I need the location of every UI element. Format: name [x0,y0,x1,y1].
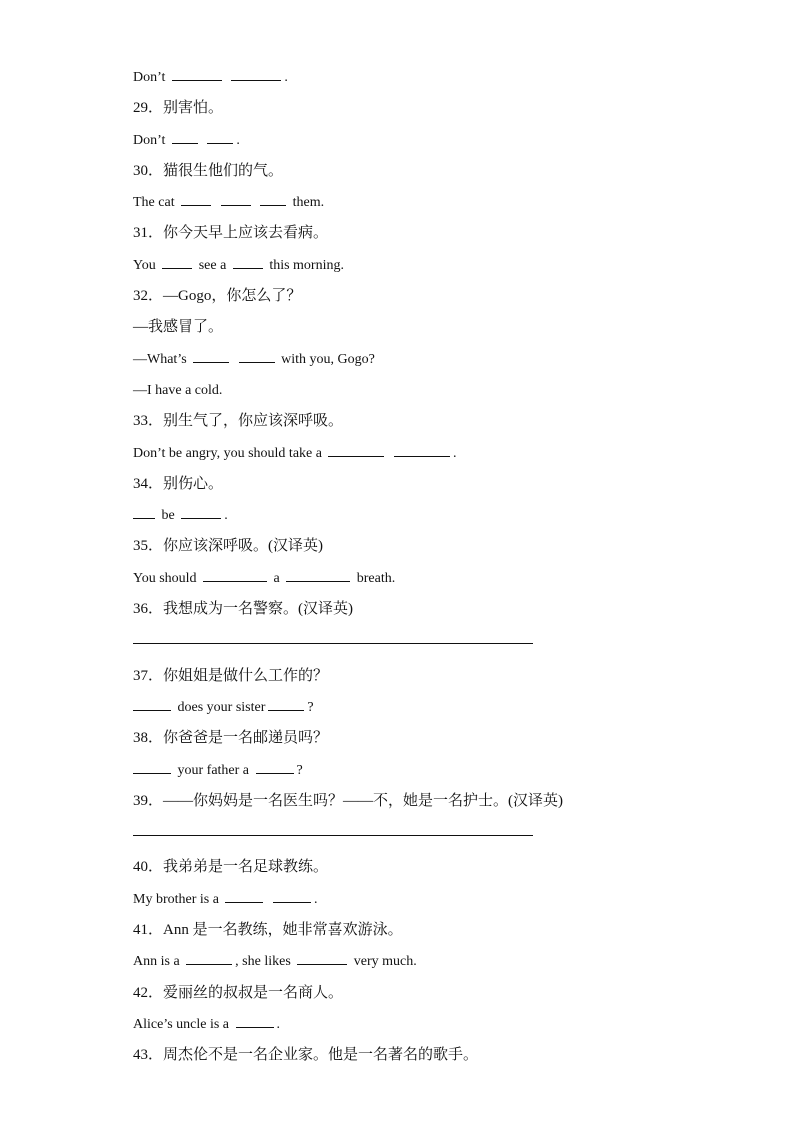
blank[interactable] [239,361,275,363]
answer-rule[interactable] [133,629,533,644]
blank[interactable] [221,204,251,206]
blank[interactable] [172,142,198,144]
blank[interactable] [181,204,211,206]
blank[interactable] [133,772,171,774]
answer-line-42: Alice’s uncle is a . [133,1016,281,1032]
answer-text: very much. [353,954,417,970]
question-32: 32．—Gogo，你怎么了？ [133,288,302,305]
question-34: 34．别伤心。 [133,475,224,492]
answer-text: You should [133,570,197,586]
question-32-reply: —我感冒了。 [133,319,224,336]
question-39: 39．——你妈妈是一名医生吗？——不，她是一名护士。(汉译英) [133,792,563,809]
question-33: 33．别生气了，你应该深呼吸。 [133,413,344,430]
answer-text: Alice’s uncle is a [133,1016,230,1032]
answer-line-35 [133,563,693,594]
blank[interactable] [233,267,263,269]
blank[interactable] [133,709,171,711]
answer-text: My brother is a [133,891,219,907]
question-31: 31．你今天早上应该去看病。 [133,225,329,242]
answer-line-28 [133,62,693,93]
answer-text: Don’t [133,132,166,148]
answer-text: does your sister [177,699,266,715]
answer-line-38: your father a ? [133,755,693,786]
question-40: 40．我弟弟是一名足球教练。 [133,859,329,876]
question-38: 38．你爸爸是一名邮递员吗？ [133,730,329,747]
answer-line-41 [133,946,693,977]
question-42: 42．爱丽丝的叔叔是一名商人。 [133,984,344,1001]
answer-text: . [284,70,288,85]
blank[interactable] [133,517,155,519]
blank[interactable] [181,517,221,519]
blank[interactable] [207,142,233,144]
question-30: 30．猫很生他们的气。 [133,162,284,179]
blank[interactable] [256,772,294,774]
worksheet [133,62,693,1072]
answer-text: your father a [177,762,250,778]
answer-text: The cat [133,195,175,211]
answer-text: You [133,257,156,273]
blank[interactable] [203,580,267,582]
answer-line-31 [133,250,693,281]
answer-text: with you, Gogo? [281,351,375,367]
answer-text: Don’t be angry, you should take a [133,445,322,461]
answer-text: them. [292,195,325,211]
blank[interactable] [162,267,192,269]
answer-rule-39 [133,821,693,852]
blank[interactable] [268,709,304,711]
answer-line-40: My brother is a . [133,891,318,907]
answer-text: this morning. [269,257,344,273]
blank[interactable] [394,455,450,457]
answer-text: be [161,508,175,524]
question-43: 43．周杰伦不是一名企业家。他是一名著名的歌手。 [133,1047,479,1064]
blank[interactable] [172,79,222,81]
answer-line-32 [133,344,693,375]
answer-line-37: does your sister ? [133,692,693,723]
answer-text: a [273,570,280,586]
question-29: 29．别害怕。 [133,100,224,117]
answer-text: Ann is a [133,954,180,970]
blank[interactable] [193,361,229,363]
answer-rule[interactable] [133,821,533,836]
answer-text: see a [198,257,227,273]
answer-rule-36 [133,629,693,660]
blank[interactable] [260,204,286,206]
answer-text: , she likes [235,954,291,970]
question-36: 36．我想成为一名警察。(汉译英) [133,601,353,618]
answer-line-30 [133,187,693,218]
blank[interactable] [236,1026,274,1028]
answer-text: breath. [356,570,396,586]
blank[interactable] [231,79,281,81]
question-41: 41．Ann 是一名教练，她非常喜欢游泳。 [133,922,403,939]
blank[interactable] [186,963,232,965]
blank[interactable] [286,580,350,582]
answer-text: —What’s [133,351,187,367]
answer-line-33: Don’t be angry, you should take a . [133,445,457,461]
blank[interactable] [328,455,384,457]
question-35: 35．你应该深呼吸。(汉译英) [133,538,323,555]
answer-line-32-reply: —I have a cold. [133,382,223,398]
question-37: 37．你姐姐是做什么工作的？ [133,667,329,684]
blank[interactable] [273,901,311,903]
answer-line-29: Don’t . [133,132,240,148]
blank[interactable] [297,963,347,965]
blank[interactable] [225,901,263,903]
answer-text: Don’t [133,70,166,85]
answer-line-34: be . [133,500,693,531]
